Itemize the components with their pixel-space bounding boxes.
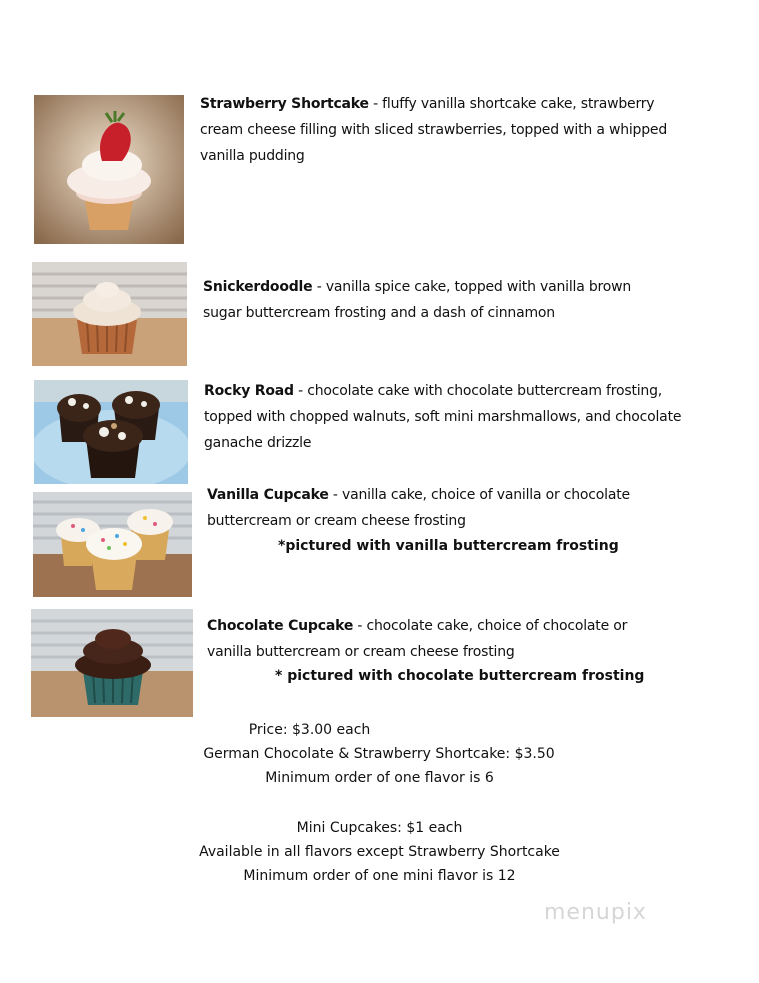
item-name: Vanilla Cupcake	[207, 487, 329, 503]
pricing-section	[0, 718, 759, 790]
item-name: Chocolate Cupcake	[207, 618, 354, 634]
price-line: Price: $3.00 each	[248, 722, 371, 738]
minimum-order-line: Minimum order of one flavor is 6	[265, 770, 494, 786]
mini-price-line: Mini Cupcakes: $1 each	[296, 820, 463, 836]
item-description: - vanilla cake, choice of vanilla or chocolate buttercream or cream cheese frosting	[207, 487, 630, 529]
watermark-logo: menupix	[544, 900, 647, 925]
item-description: - fluffy vanilla shortcake cake, strawberry cream cheese filling with sliced strawberries, topped with a whipped vanilla pudding	[200, 96, 668, 164]
strawberry-shortcake-description	[200, 91, 670, 169]
item-description: - chocolate cake with chocolate buttercream frosting, topped with chopped walnuts, soft mini marshmallows, and chocolate ganache drizzle	[204, 383, 682, 451]
snickerdoodle-photo	[32, 262, 187, 366]
strawberry-shortcake-photo	[34, 95, 184, 244]
chocolate-cupcake-description	[207, 613, 647, 665]
chocolate-cupcake-photo	[31, 609, 193, 717]
item-description: - vanilla spice cake, topped with vanilla brown sugar buttercream frosting and a dash of cinnamon	[203, 279, 632, 321]
mini-cupcakes-section	[0, 816, 759, 888]
vanilla-cupcake-description	[207, 482, 677, 534]
item-description: - chocolate cake, choice of chocolate or vanilla buttercream or cream cheese frosting	[207, 618, 628, 660]
mini-minimum-order-line: Minimum order of one mini flavor is 12	[243, 868, 516, 884]
item-name: Snickerdoodle	[203, 279, 313, 295]
vanilla-cupcake-note: *pictured with vanilla buttercream frosting	[278, 538, 619, 554]
snickerdoodle-description	[203, 274, 643, 326]
mini-availability-line: Available in all flavors except Strawberry Shortcake	[199, 844, 560, 860]
chocolate-cupcake-note: * pictured with chocolate buttercream frosting	[275, 668, 645, 684]
vanilla-cupcake-photo	[33, 492, 192, 597]
item-name: Rocky Road	[204, 383, 294, 399]
rocky-road-description	[204, 378, 684, 456]
item-name: Strawberry Shortcake	[200, 96, 369, 112]
rocky-road-photo	[34, 380, 188, 484]
special-price-line: German Chocolate & Strawberry Shortcake: $3.50	[203, 746, 555, 762]
